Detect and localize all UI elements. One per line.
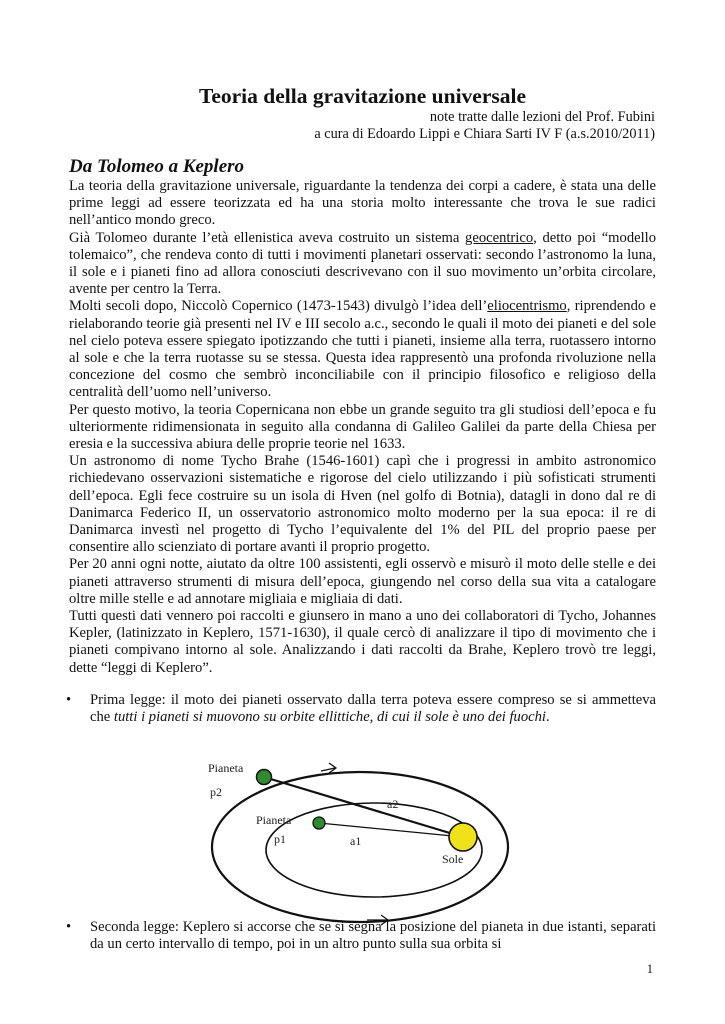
bullet-text: Seconda legge: Keplero si accorse che se si segna la posizione del pianeta in due istanti, separati da un certo intervallo di tempo, poi in un altro punto sulla sua orbita si	[90, 919, 656, 953]
paragraph: Per 20 anni ogni notte, aiutato da oltre 100 assistenti, egli osservò e misurò il moto delle stelle e dei pianeti attraverso strumenti di misura dell’epoca, giungendo nel corso della sua vita a catalogare oltre mille stelle e ad annotare migliaia e migliaia di dati.	[69, 556, 656, 607]
subtitle-authors: a cura di Edoardo Lippi e Chiara Sarti IV F (a.s.2010/2011)	[314, 126, 655, 142]
inner-orbit	[266, 803, 482, 897]
subtitle-notes: note tratte dalle lezioni del Prof. Fubini	[429, 109, 655, 125]
bullet-first-law	[66, 692, 656, 727]
radius-line-a2	[264, 777, 463, 837]
planet-inner-icon	[313, 817, 325, 829]
label-sole: Sole	[442, 852, 464, 866]
label-pianeta-inner: Pianeta	[256, 813, 292, 827]
bullet-text	[90, 692, 656, 727]
paragraph: Per questo motivo, la teoria Copernicana non ebbe un grande seguito tra gli studiosi dell’epoca e fu ulteriormente ridimensionata in seguito alla condanna di Galileo Galilei da parte della Chiesa per eresia e la successiva abiura delle proprie teorie nel 1633.	[69, 401, 656, 453]
underlined-term: geocentrico	[465, 229, 534, 246]
label-a2: a2	[387, 797, 399, 811]
italic-text: tutti i pianeti si muovono su orbite ellittiche, di cui il sole è uno dei fuochi	[113, 709, 546, 726]
text-run: Già Tolomeo durante l’età ellenistica aveva costruito un sistema	[69, 229, 466, 246]
page-number: 1	[646, 962, 653, 976]
text-run: , riprendendo e rielaborando teorie già presenti nel IV e III secolo a.c., secondo le quali il moto dei pianeti e del sole nel cielo poteva essere spiegato ipotizzando che tutti i pianeti, insieme alla terra, ruotassero intorno al sole e che la terra ruotasse su se stessa. Questa idea rappresentò una profonda rivoluzione nella concezione del cosmo che sembrò inconciliabile con il principio filosofico e religioso della centralità dell’uomo nell’universo.	[69, 298, 656, 401]
text-run: .	[545, 709, 550, 726]
bullet-dot: •	[66, 919, 72, 935]
paragraph: Un astronomo di nome Tycho Brahe (1546-1601) capì che i progressi in ambito astronomico richiedevano osservazioni sistematiche e rigorose del cielo utilizzando i più sofisticati strumenti dell’epoca. Egli fece costruire su un isola di Hven (nel golfo di Botnia), datagli in dono dal re di Danimarca Federico II, un osservatorio astronomico molto moderno per la sua epoca: il re di Danimarca investì nel progetto di Tycho l’equivalente del 1% del PIL del proprio paese per consentire allo scienziato di portare avanti il proprio progetto.	[69, 453, 656, 556]
label-a1: a1	[350, 834, 362, 848]
paragraph	[69, 230, 656, 299]
text-run: , detto poi “modello tolemaico”, che rendeva conto di tutti i movimenti planetari osservati: secondo l’astronomo la luna, il sole e i pianeti fino ad allora conosciuti descrivevano con il suo movimento un’orbita circolare, avente per centro la Terra.	[69, 229, 656, 298]
label-p2: p2	[210, 785, 222, 799]
underlined-term: eliocentrismo	[487, 298, 567, 315]
sun-icon	[449, 823, 477, 851]
label-pianeta-outer: Pianeta	[208, 761, 244, 775]
body-text	[69, 178, 656, 677]
bullet-second-law	[66, 919, 656, 954]
label-p1: p1	[274, 832, 286, 846]
bullet-dot: •	[66, 692, 72, 708]
paragraph	[69, 298, 656, 401]
orbit-diagram	[190, 752, 520, 932]
paragraph: La teoria della gravitazione universale, riguardante la tendenza dei corpi a cadere, è stata una delle prime leggi ad essere teorizzata ed ha una storia molto interessante che trova le sue radici nell’antico mondo greco.	[69, 178, 656, 229]
planet-outer-icon	[257, 770, 272, 785]
text-run: Prima legge: il moto dei pianeti osservato dalla terra poteva essere compreso se si ammetteva che	[90, 692, 656, 726]
section-heading: Da Tolomeo a Keplero	[69, 156, 245, 177]
paragraph: Tutti questi dati vennero poi raccolti e giunsero in mano a uno dei collaboratori di Tycho, Johannes Kepler, (latinizzato in Keplero, 1571-1630), il quale cercò di analizzare il tipo di movimento che i pianeti compivano intorno al sole. Analizzando i dati raccolti da Brahe, Keplero trovò tre leggi, dette “leggi di Keplero”.	[69, 608, 656, 676]
text-run: Molti secoli dopo, Niccolò Copernico (1473-1543) divulgò l’idea dell’	[69, 298, 488, 315]
document-title: Teoria della gravitazione universale	[198, 84, 527, 108]
